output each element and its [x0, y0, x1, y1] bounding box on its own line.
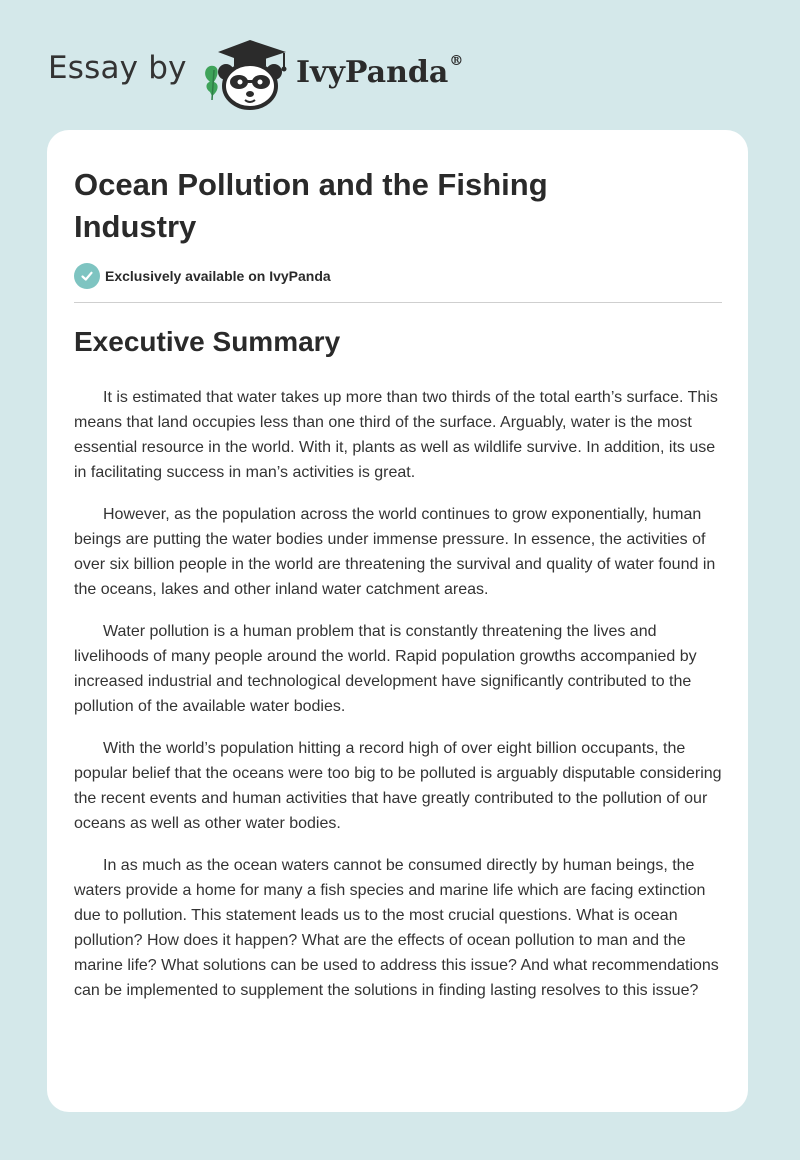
essay-card [47, 130, 748, 1112]
check-circle-icon [74, 263, 100, 289]
site-header [0, 0, 800, 120]
section-heading: Executive Summary [74, 326, 341, 357]
essay-by-label: Essay by [48, 50, 187, 86]
exclusive-badge [74, 263, 331, 289]
divider [74, 302, 722, 303]
paragraph: With the world’s population hitting a record high of over eight billion occupants, the popular belief that the oceans were too big to be polluted is arguably disputable considering the recent events and human activities that have greatly contributed to the pollution of our oceans as well as other water bodies. [74, 740, 722, 832]
registered-mark: ® [449, 53, 464, 69]
paragraph: It is estimated that water takes up more than two thirds of the total earth’s surface. This means that land occupies less than one third of the surface. Arguably, water is the most essential resource in the world. With it, plants as well as wildlife survive. In addition, its use in facilitating success in man’s activities is great. [74, 389, 718, 481]
brand-label: IvyPanda [296, 55, 449, 90]
badge-label: Exclusively available on IvyPanda [105, 268, 331, 284]
leaf-icon [205, 66, 218, 100]
paragraph: However, as the population across the world continues to grow exponentially, human beings are putting the water bodies under immense pressure. In essence, the activities of over six billion people in the world are threatening the survival and quality of water found in the oceans, lakes and other inland water catchment areas. [74, 506, 716, 598]
essay-title: Ocean Pollution and the Fishing Industry [74, 167, 548, 244]
paragraph: Water pollution is a human problem that is constantly threatening the lives and livelihoods of many people around the world. Rapid population growths accompanied by increased industrial and technological development have significantly contributed to the pollution of the available water bodies. [74, 623, 697, 715]
panda-graduate-icon[interactable] [202, 34, 292, 110]
paragraph: In as much as the ocean waters cannot be consumed directly by human beings, the waters provide a home for many a fish species and marine life which are facing extinction due to pollution. This statement leads us to the most crucial questions. What is ocean pollution? How does it happen? What are the effects of ocean pollution to man and the marine life? What solutions can be used to address this issue? And what recommendations can be implemented to supplement the solutions in finding lasting resolves to this issue? [74, 857, 719, 999]
essay-body [74, 385, 724, 1020]
brand-name[interactable] [296, 55, 463, 90]
